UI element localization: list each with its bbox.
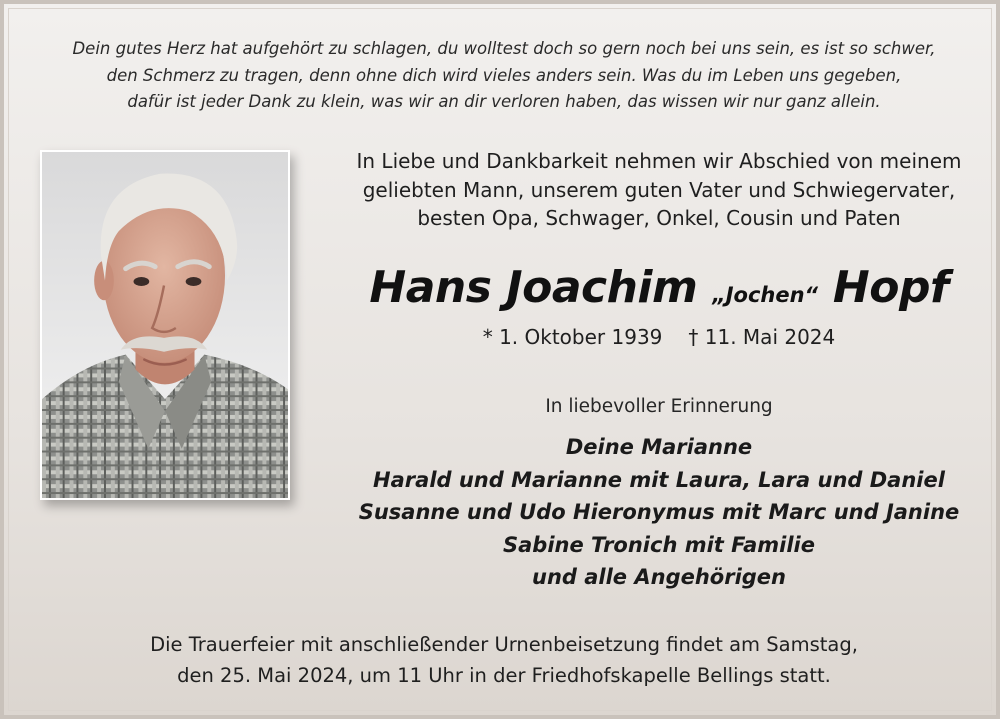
mourner-entry: und alle Angehörigen [532, 565, 786, 589]
funeral-service-notice [44, 629, 964, 691]
portrait-illustration [42, 152, 288, 498]
service-line: Die Trauerfeier mit anschließender Urnenbeisetzung findet am Samstag, [150, 633, 858, 656]
deceased-name [324, 250, 994, 333]
intro-line: geliebten Mann, unserem guten Vater und Schwiegervater, [362, 177, 956, 202]
mourner-entry: Deine Marianne [565, 435, 753, 459]
farewell-intro [324, 147, 994, 233]
intro-line: besten Opa, Schwager, Onkel, Cousin und Paten [417, 206, 901, 230]
mourner-entry: Sabine Tronich mit Familie [503, 532, 815, 557]
poem-line: den Schmerz zu tragen, denn ohne dich wird vieles anders sein. Was du im Leben uns gegeben, [106, 65, 902, 85]
mourner-entry: Harald und Marianne mit Laura, Lara und Daniel [373, 467, 945, 492]
memorial-poem [44, 36, 964, 116]
birth-date: * 1. Oktober 1939 [482, 325, 663, 349]
poem-line: Dein gutes Herz hat aufgehört zu schlagen, du wolltest doch so gern noch bei uns sein, es ist so schwer, [72, 39, 936, 58]
poem-line: dafür ist jeder Dank zu klein, was wir an dir verloren haben, das wissen wir nur ganz allein. [127, 92, 881, 111]
memory-line: In liebevoller Erinnerung [545, 396, 773, 417]
service-line: den 25. Mai 2024, um 11 Uhr in der Friedhofskapelle Bellings statt. [177, 664, 831, 687]
deceased-first-names: Hans Joachim [369, 262, 698, 313]
deceased-nickname: „Jochen“ [712, 283, 819, 307]
deceased-surname: Hopf [832, 262, 949, 313]
intro-line: In Liebe und Dankbarkeit nehmen wir Abschied von meinem [356, 149, 962, 173]
life-dates [324, 322, 994, 352]
mourner-entry: Susanne und Udo Hieronymus mit Marc und Janine [358, 500, 960, 524]
portrait-photo [40, 150, 290, 500]
death-date: † 11. Mai 2024 [688, 325, 836, 349]
mourners-list [324, 431, 994, 594]
